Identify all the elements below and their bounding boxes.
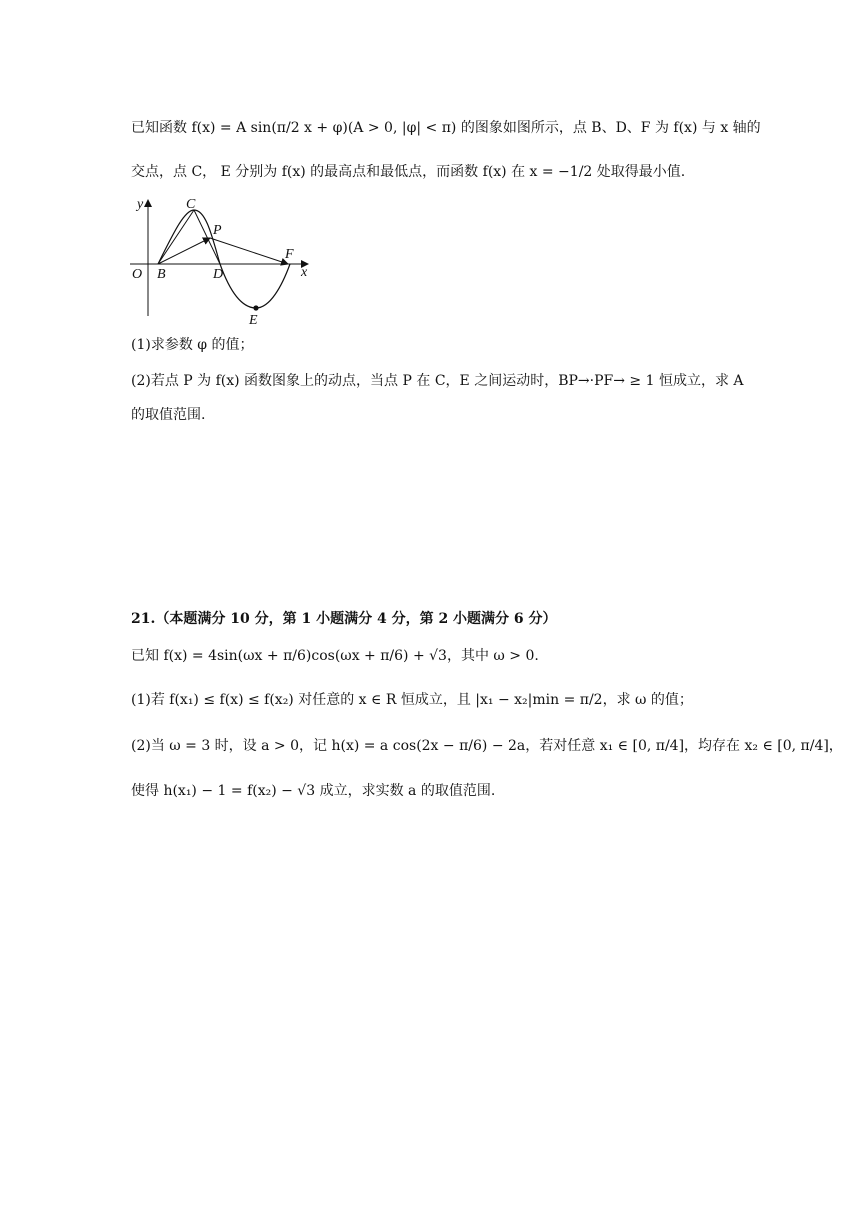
problem20-part1: (1)求参数 φ 的值； xyxy=(131,337,254,353)
label-c: C xyxy=(186,197,196,212)
label-d: D xyxy=(213,267,224,282)
label-f: F xyxy=(285,247,294,262)
label-o: O xyxy=(132,267,143,282)
problem20-part2-line2: 的取值范围. xyxy=(131,407,206,423)
problem20-intro-line2: 交点，点 C， E 分别为 f(x) 的最高点和最低点，而函数 f(x) 在 x = −1/2 处取得最小值. xyxy=(131,164,686,180)
label-y: y xyxy=(137,197,144,212)
segment-bc xyxy=(158,210,194,264)
problem21-part1: (1)若 f(x₁) ≤ f(x) ≤ f(x₂) 对任意的 x ∈ R 恒成立，且 |x₁ − x₂|min = π/2，求 ω 的值； xyxy=(131,692,693,708)
problem21-header: 21.（本题满分 10 分，第 1 小题满分 4 分，第 2 小题满分 6 分） xyxy=(131,611,557,627)
label-b: B xyxy=(157,267,166,282)
problem21-part2-line2: 使得 h(x₁) − 1 = f(x₂) − √3 成立，求实数 a 的取值范围. xyxy=(131,783,496,799)
vector-bp xyxy=(158,238,210,264)
problem20-intro-line1: 已知函数 f(x) = A sin(π/2 x + φ)(A > 0, |φ| < π) 的图象如图所示，点 B、D、F 为 f(x) 与 x 轴的 xyxy=(131,120,761,136)
label-p: P xyxy=(213,223,222,238)
label-x: x xyxy=(301,265,308,280)
label-e: E xyxy=(249,313,258,328)
vector-pf xyxy=(210,238,288,264)
problem21-part2-line1: (2)当 ω = 3 时，设 a > 0，记 h(x) = a cos(2x − π/6) − 2a，若对任意 x₁ ∈ [0, π/4]，均存在 x₂ ∈ [0, π/4]， xyxy=(131,738,843,754)
point-e-dot xyxy=(253,305,258,310)
sine-graph-figure xyxy=(128,196,318,328)
sine-curve xyxy=(158,210,290,308)
problem21-intro: 已知 f(x) = 4sin(ωx + π/6)cos(ωx + π/6) + √3，其中 ω > 0. xyxy=(131,648,539,664)
problem20-part2-line1: (2)若点 P 为 f(x) 函数图象上的动点，当点 P 在 C，E 之间运动时，BP→·PF→ ≥ 1 恒成立，求 A xyxy=(131,373,744,389)
